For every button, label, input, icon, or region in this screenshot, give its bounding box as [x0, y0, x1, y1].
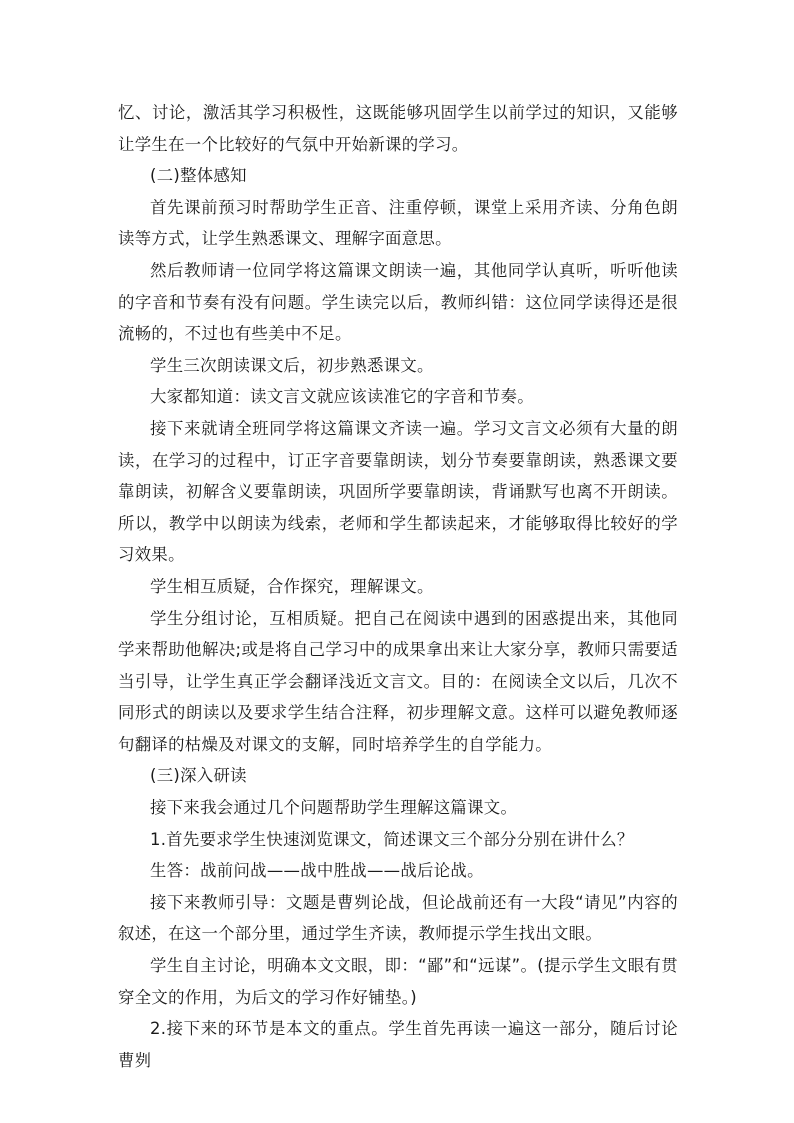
- paragraph: 学生三次朗读课文后，初步熟悉课文。: [150, 355, 434, 375]
- document-page: [118, 97, 678, 1076]
- section-heading-overall-perception: (二)整体感知: [150, 166, 247, 186]
- paragraph: 学生分组讨论，互相质疑。把自己在阅读中遇到的困惑提出来，其他同学来帮助他解决;或是将自己学习中的成果拿出来让大家分享，教师只需要适当引导，让学生真正学会翻译浅近文言文。目的：在阅读全文以后，几次不同形式的朗读以及要求学生结合注释，初步理解文意。这样可以避免教师逐句翻译的枯燥及对课文的支解，同时培养学生的自学能力。: [118, 608, 678, 754]
- paragraph-intro-continuation: 忆、讨论，激活其学习积极性，这既能够巩固学生以前学过的知识，又能够让学生在一个比较好的气氛中开始新课的学习。: [118, 103, 678, 154]
- question-2: 2.接下来的环节是本文的重点。学生首先再读一遍这一部分，随后讨论曹刿: [118, 1019, 678, 1070]
- paragraph: 大家都知道：读文言文就应该读准它的字音和节奏。: [150, 387, 534, 407]
- paragraph: 学生相互质疑，合作探究，理解课文。: [150, 576, 434, 596]
- paragraph: 接下来我会通过几个问题帮助学生理解这篇课文。: [150, 798, 518, 818]
- paragraph: 接下来教师引导：文题是曹刿论战，但论战前还有一大段“请见”内容的叙述，在这一个部分里，通过学生齐读，教师提示学生找出文眼。: [118, 892, 678, 944]
- student-answer: 生答：战前问战——战中胜战——战后论战。: [150, 861, 484, 881]
- question-1: 1.首先要求学生快速浏览课文，简述课文三个部分分别在讲什么？: [150, 829, 634, 849]
- paragraph: 首先课前预习时帮助学生正音、注重停顿，课堂上采用齐读、分角色朗读等方式，让学生熟悉课文、理解字面意思。: [118, 197, 678, 249]
- paragraph: 然后教师请一位同学将这篇课文朗读一遍，其他同学认真听，听听他读的字音和节奏有没有问题。学生读完以后，教师纠错：这位同学读得还是很流畅的，不过也有些美中不足。: [118, 260, 678, 344]
- paragraph: 学生自主讨论，明确本文文眼，即：“鄙”和“远谋”。(提示学生文眼有贯穿全文的作用，为后文的学习作好铺垫。): [118, 956, 678, 1007]
- section-heading-deep-study: (三)深入研读: [150, 766, 247, 786]
- paragraph: 接下来就请全班同学将这篇课文齐读一遍。学习文言文必须有大量的朗读，在学习的过程中，订正字音要靠朗读，划分节奏要靠朗读，熟悉课文要靠朗读，初解含义要靠朗读，巩固所学要靠朗读，背诵默写也离不开朗读。所以，教学中以朗读为线索，老师和学生都读起来，才能够取得比较好的学习效果。: [118, 418, 678, 565]
